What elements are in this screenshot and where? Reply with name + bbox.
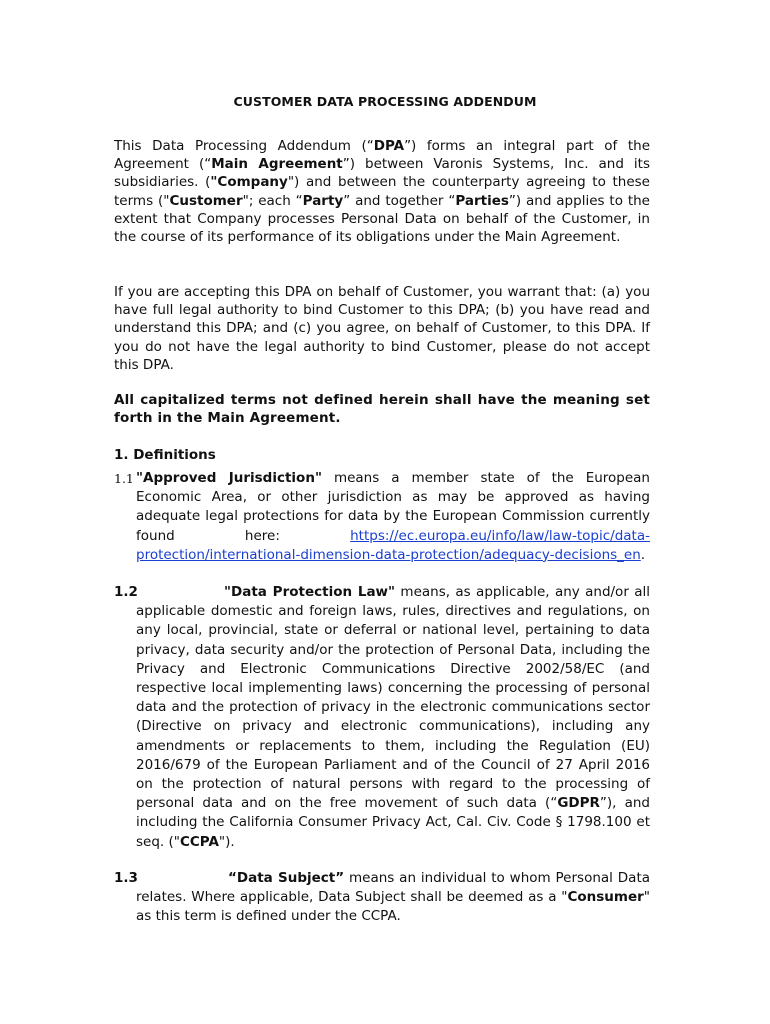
definition-text [136,869,650,927]
term-consumer: Consumer [567,889,644,906]
intro-text-2: ”) forms an integral part of the Agreement (“ [114,138,651,173]
intro-paragraph [114,137,650,246]
definition-text [136,469,650,565]
intro-text-1: This Data Processing Addendum (“ [114,138,374,154]
intro-text-5: "; each “ [242,192,303,209]
term-main-agreement: Main Agreement [211,156,343,173]
term-gdpr: GDPR [557,795,600,812]
definition-item [114,469,650,565]
intro-text-7: ”) and applies to the extent that Company processes Personal Data on behalf of the Customer, in the course of its performance of its obligations under the Main Agreement. [114,192,650,246]
intro-text-6: ” and together “ [343,192,456,209]
section-heading-definitions: 1. Definitions [114,447,216,463]
term-approved-jurisdiction: "Approved Jurisdiction" [136,470,322,486]
intro-text-3: ”) between Varonis Systems, Inc. and its subsidiaries. ( [114,156,650,191]
term-customer: Customer [169,192,243,209]
definition-text [136,583,650,852]
term-party: Party [302,192,344,209]
definition-body-2: ”), and including the California Consumer Privacy Act, Cal. Civ. Code § 1798.100 et seq. (" [136,795,650,850]
intro-text-4: ") and between the counterparty agreeing to these terms (" [114,174,650,209]
term-dpa: DPA [373,138,405,154]
definition-item [114,583,650,852]
definition-item [114,869,650,927]
term-ccpa: CCPA [179,833,219,850]
definition-end: . [640,546,646,563]
item-number: 1.3 [114,870,138,886]
warranty-paragraph: If you are accepting this DPA on behalf of Customer, you warrant that: (a) you have full legal authority to bind Customer to this DPA; (b) you have read and understand this DPA; and (c) you agree, on behalf of Customer, to this DPA. If you do not have the legal authority to bind Customer, please do not accept this DPA. [114,284,650,373]
definition-body: means, as applicable, any and/or all applicable domestic and foreign laws, rules, directives and regulations, on any local, provincial, state or deferral or national level, pertaining to data privacy, data security and/or the protection of Personal Data, including the Privacy and Electronic Communications Directive 2002/58/EC (and respective local implementing laws) concerning the processing of personal data and the protection of privacy in the electronic communications sector (Directive on privacy and electronic communications), including any amendments or replacements to them, including the Regulation (EU) 2016/679 of the European Parliament and of the Council of 27 April 2016 on the protection of natural persons with regard to the processing of personal data and on the free movement of such data (“ [136,584,651,812]
definition-end: "). [218,833,235,850]
document-title: CUSTOMER DATA PROCESSING ADDENDUM [233,94,537,109]
definition-body: means a member state of the European Economic Area, or other jurisdiction as may be approved as having adequate legal protections for data by the European Commission currently found here: [136,470,650,544]
definition-body: means an individual to whom Personal Data relates. Where applicable, Data Subject shall be deemed as a " [136,870,651,906]
adequacy-decisions-link[interactable]: https://ec.europa.eu/info/law/law-topic/data-protection/international-dimension-data-protection/adequacy-decisions_en [136,527,650,563]
item-number: 1.2 [114,584,138,600]
term-parties: Parties [455,192,509,209]
definition-end: " as this term is defined under the CCPA. [136,889,650,925]
term-data-subject: “Data Subject” [228,870,345,886]
capitalized-terms-paragraph: All capitalized terms not defined herein shall have the meaning set forth in the Main Agreement. [114,392,650,427]
term-data-protection-law: "Data Protection Law" [224,584,396,600]
item-number: 1.1 [114,471,134,486]
term-company: "Company [210,174,288,191]
